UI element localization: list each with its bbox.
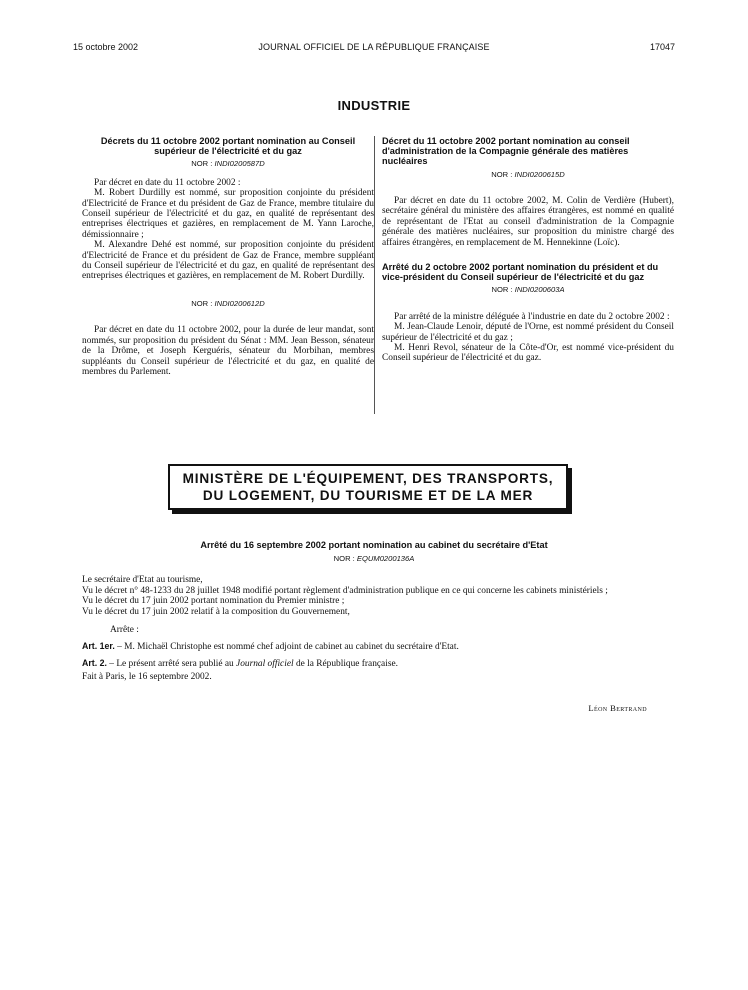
journal-title: JOURNAL OFFICIEL DE LA RÉPUBLIQUE FRANÇAISE	[258, 42, 490, 52]
header-date: 15 octobre 2002	[73, 42, 139, 52]
paragraph: Par arrêté de la ministre déléguée à l'industrie en date du 2 octobre 2002 :	[394, 311, 670, 322]
arrete-body	[82, 575, 674, 683]
article-2-label: Art. 2.	[82, 657, 107, 668]
article-1-label: Art. 1er.	[82, 640, 115, 651]
paragraph: Par décret en date du 11 octobre 2002 :	[94, 177, 241, 188]
preamble-line: Vu le décret n° 48-1233 du 28 juillet 1948 modifié portant règlement d'administration publique en ce qui concerne les cabinets ministériels ;	[82, 585, 608, 596]
left-heading: Décrets du 11 octobre 2002 portant nomination au Conseil supérieur de l'électricité et du gaz	[100, 136, 356, 157]
ministry-line-1: MINISTÈRE DE L'ÉQUIPEMENT, DES TRANSPORTS,	[182, 471, 554, 486]
column-divider	[374, 136, 375, 414]
preamble-line: Vu le décret du 17 juin 2002 relatif à la composition du Gouvernement,	[82, 606, 350, 617]
nor-reference: NOR : INDI0200587D	[191, 159, 265, 169]
preamble-line: Vu le décret du 17 juin 2002 portant nomination du Premier ministre ;	[82, 596, 345, 607]
left-column	[82, 136, 374, 377]
ministry-line-2: DU LOGEMENT, DU TOURISME ET DE LA MER	[202, 488, 534, 503]
right-heading-1: Décret du 11 octobre 2002 portant nomination au conseil d'administration de la Compagnie générale des matières nucléaires	[382, 136, 630, 167]
article-1: Art. 1er. – M. Michaël Christophe est nommé chef adjoint de cabinet au cabinet du secrétaire d'Etat.	[82, 640, 459, 652]
nor-reference: NOR : INDI0200612D	[191, 298, 265, 308]
preamble-line: Le secrétaire d'Etat au tourisme,	[82, 575, 203, 585]
arrete-title: Arrêté du 16 septembre 2002 portant nomination au cabinet du secrétaire d'Etat	[200, 540, 548, 550]
paragraph: M. Robert Durdilly est nommé, sur proposition conjointe du président d'Electricité de France et du président de Gaz de France, membre titulaire du Conseil supérieur de l'électricité et du gaz, en qualité de représentant des entreprises électriques et gazières, en remplacement de M. Yann Laroche, démissionnaire ;	[82, 188, 374, 240]
right-column	[382, 136, 674, 364]
ministry-banner	[168, 464, 568, 510]
paragraph: M. Henri Revol, sénateur de la Côte-d'Or, est nommé vice-président du Conseil supérieur de l'électricité et du gaz.	[382, 343, 674, 364]
fait-a: Fait à Paris, le 16 septembre 2002.	[82, 672, 212, 683]
paragraph: Par décret en date du 11 octobre 2002, pour la durée de leur mandat, sont nommés, sur proposition du président du Sénat : MM. Jean Besson, sénateur de la Drôme, et Joseph Kerguéris, sénateur du Morbihan, membres suppléants du Conseil supérieur de l'électricité et du gaz, en qualité de membres du Parlement.	[82, 325, 374, 377]
section-title: INDUSTRIE	[337, 98, 411, 113]
page-number: 17047	[649, 42, 675, 52]
nor-reference: NOR : INDI0200603A	[491, 285, 565, 295]
nor-reference: NOR : EQUM0200136A	[333, 554, 415, 563]
paragraph: M. Alexandre Dehé est nommé, sur proposition conjointe du président d'Electricité de France et du président de Gaz de France, membre suppléant du Conseil supérieur de l'électricité et du gaz, en qualité de représentant des entreprises électriques et gazières, en remplacement de M. Robert Durdilly.	[82, 240, 374, 282]
signature: Léon Bertrand	[588, 703, 647, 713]
article-2: Art. 2. – Le présent arrêté sera publié au Journal officiel de la République française.	[82, 657, 398, 669]
paragraph: Par décret en date du 11 octobre 2002, M. Colin de Verdière (Hubert), secrétaire général du ministère des affaires étrangères, est nommé en qualité de représentant de l'Etat au conseil d'administration de la Compagnie générale des matières nucléaires, sur proposition du ministre chargé des affaires étrangères, en remplacement de M. Hennekinne (Loïc).	[382, 196, 674, 248]
right-heading-2: Arrêté du 2 octobre 2002 portant nomination du président et du vice-président du Conseil supérieur de l'électricité et du gaz	[382, 262, 659, 283]
arrete-label: Arrête :	[110, 625, 139, 636]
paragraph: M. Jean-Claude Lenoir, député de l'Orne, est nommé président du Conseil supérieur de l'électricité et du gaz ;	[382, 322, 674, 343]
nor-reference: NOR : INDI0200615D	[491, 169, 565, 179]
